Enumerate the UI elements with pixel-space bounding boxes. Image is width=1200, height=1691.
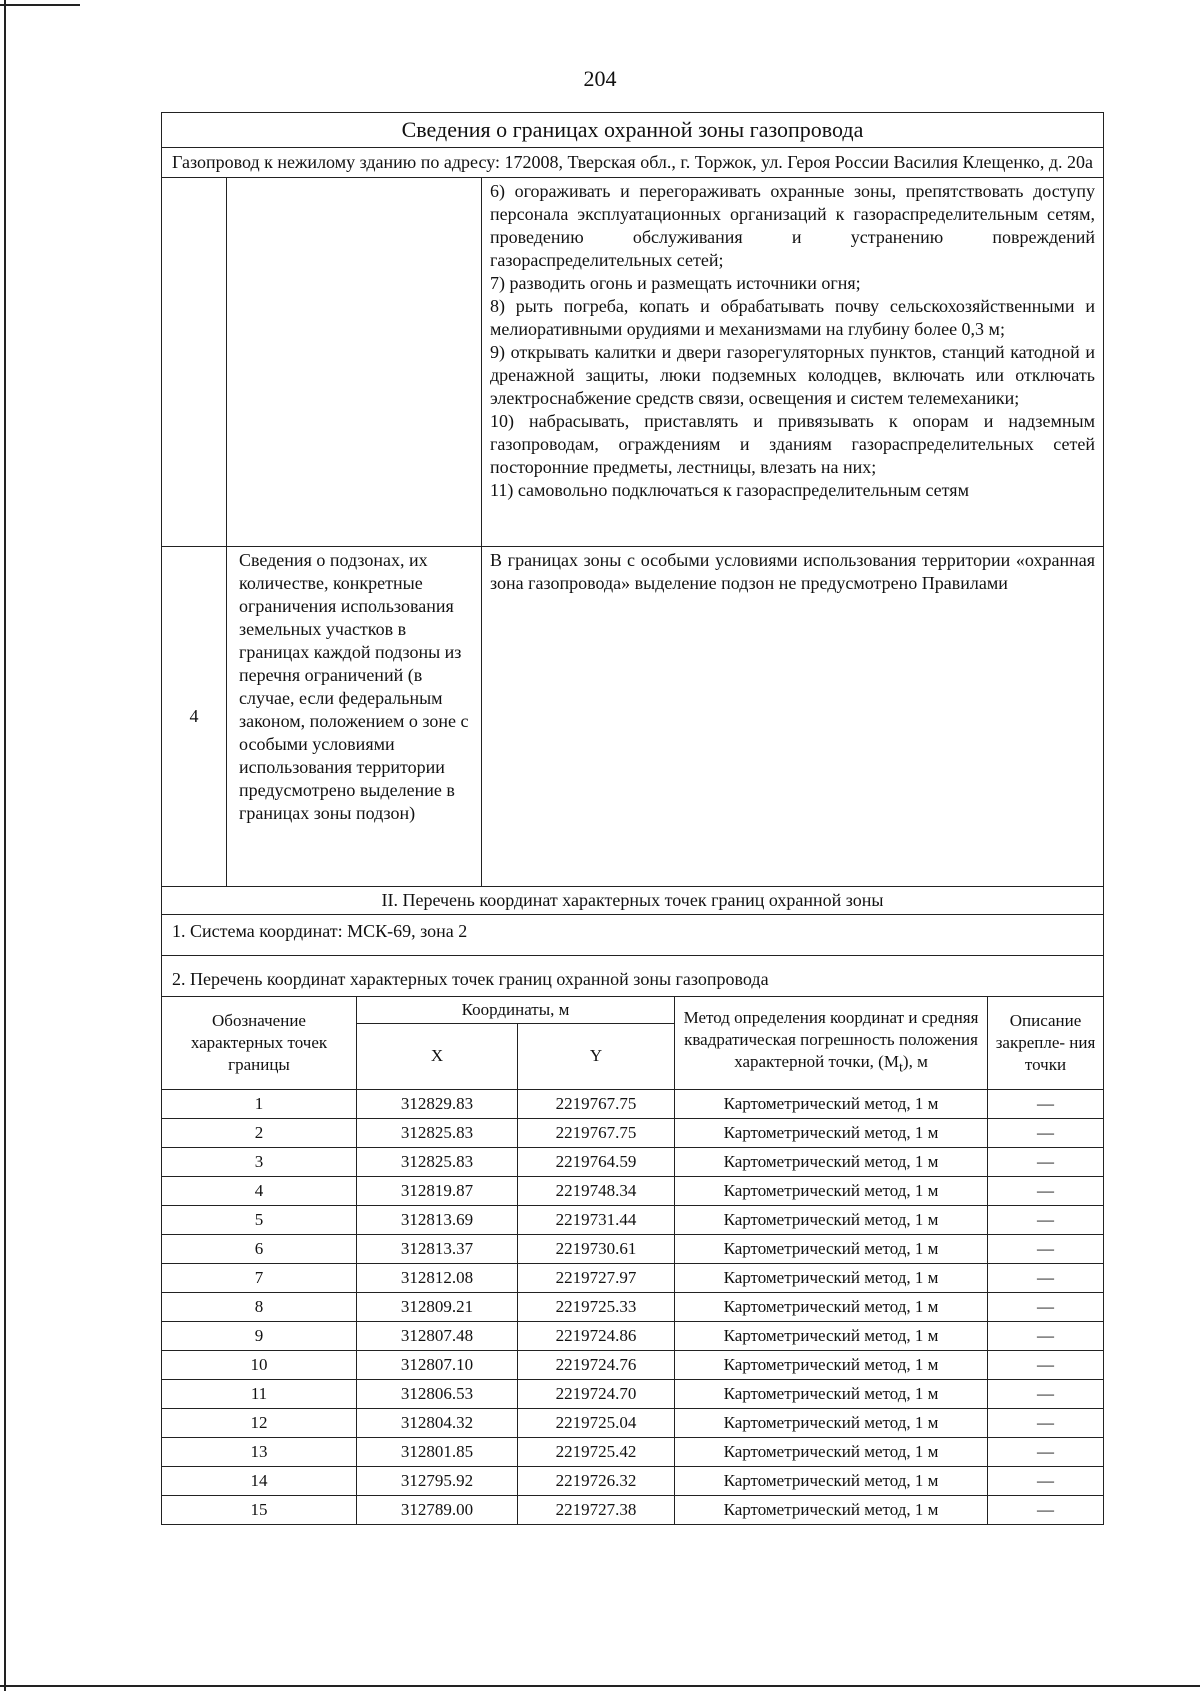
point-number: 11	[162, 1379, 357, 1408]
point-y: 2219725.42	[518, 1437, 675, 1466]
point-number: 5	[162, 1205, 357, 1234]
point-y: 2219767.75	[518, 1089, 675, 1118]
point-y: 2219767.75	[518, 1118, 675, 1147]
point-description: —	[988, 1089, 1104, 1118]
header-description: Описание закрепле- ния точки	[988, 996, 1104, 1089]
point-y: 2219748.34	[518, 1176, 675, 1205]
restriction-item: 10) набрасывать, приставлять и привязывать к опорам и надземным газопроводам, ограждениям и зданиям газораспределительных сетей посторонние предметы, лестницы, влезать на них;	[490, 411, 1095, 477]
point-number: 8	[162, 1292, 357, 1321]
point-number: 12	[162, 1408, 357, 1437]
point-number: 4	[162, 1176, 357, 1205]
point-y: 2219725.33	[518, 1292, 675, 1321]
point-number: 2	[162, 1118, 357, 1147]
scan-border-top	[0, 4, 80, 6]
point-description: —	[988, 1437, 1104, 1466]
point-method: Картометрический метод, 1 м	[675, 1118, 988, 1147]
scan-border-bottom	[0, 1685, 1200, 1687]
coordinates-table	[161, 996, 1104, 1525]
empty-label-cell	[227, 178, 482, 547]
table-row	[162, 1350, 1104, 1379]
header-method-subscript: t	[898, 1059, 903, 1076]
point-y: 2219764.59	[518, 1147, 675, 1176]
point-x: 312801.85	[357, 1437, 518, 1466]
point-method: Картометрический метод, 1 м	[675, 1466, 988, 1495]
subzone-label: Сведения о подзонах, их количестве, конкретные ограничения использования земельных участков в границах каждой подзоны из перечня ограничений (в случае, если федеральным законом, положением о зоне с особыми условиями использования территории предусмотрено выделение в границах зоны подзон)	[227, 547, 482, 887]
restriction-item: 11) самовольно подключаться к газораспределительным сетям	[490, 480, 969, 500]
table-row	[162, 1263, 1104, 1292]
scan-border-left	[4, 0, 6, 1691]
coordinates-body	[162, 1089, 1104, 1524]
point-x: 312795.92	[357, 1466, 518, 1495]
point-method: Картометрический метод, 1 м	[675, 1089, 988, 1118]
point-description: —	[988, 1205, 1104, 1234]
table-row	[162, 1118, 1104, 1147]
row-number: 4	[162, 547, 227, 887]
table-row	[162, 1176, 1104, 1205]
point-description: —	[988, 1234, 1104, 1263]
point-description: —	[988, 1408, 1104, 1437]
restriction-item: 9) открывать калитки и двери газорегуляторных пунктов, станций катодной и дренажной защиты, люки подземных колодцев, включать или отключать электроснабжение средств связи, освещения и систем телемеханики;	[490, 342, 1095, 408]
point-description: —	[988, 1466, 1104, 1495]
point-method: Картометрический метод, 1 м	[675, 1437, 988, 1466]
point-number: 13	[162, 1437, 357, 1466]
point-number: 3	[162, 1147, 357, 1176]
point-number: 7	[162, 1263, 357, 1292]
table-row	[162, 1321, 1104, 1350]
header-y: Y	[518, 1023, 675, 1089]
point-y: 2219727.38	[518, 1495, 675, 1524]
point-x: 312829.83	[357, 1089, 518, 1118]
object-address: Газопровод к нежилому зданию по адресу: 172008, Тверская обл., г. Торжок, ул. Героя России Василия Клещенко, д. 20а	[162, 148, 1104, 178]
point-y: 2219724.86	[518, 1321, 675, 1350]
point-method: Картометрический метод, 1 м	[675, 1205, 988, 1234]
table-row	[162, 1147, 1104, 1176]
header-method-text: Метод определения координат и средняя квадратическая погрешность положения характерной точки, (M	[683, 1007, 979, 1071]
point-x: 312825.83	[357, 1118, 518, 1147]
document-body	[161, 112, 1104, 1525]
header-designation: Обозначение характерных точек границы	[162, 996, 357, 1089]
table-row	[162, 1234, 1104, 1263]
point-method: Картометрический метод, 1 м	[675, 1292, 988, 1321]
point-x: 312804.32	[357, 1408, 518, 1437]
point-y: 2219724.70	[518, 1379, 675, 1408]
point-x: 312819.87	[357, 1176, 518, 1205]
point-number: 6	[162, 1234, 357, 1263]
table-row	[162, 1437, 1104, 1466]
point-x: 312812.08	[357, 1263, 518, 1292]
restriction-item: 8) рыть погреба, копать и обрабатывать почву сельскохозяйственными и мелиоративными орудиями и механизмами на глубину более 0,3 м;	[490, 296, 1095, 339]
header-coordinates: Координаты, м	[357, 996, 675, 1023]
point-description: —	[988, 1350, 1104, 1379]
point-method: Картометрический метод, 1 м	[675, 1234, 988, 1263]
table-row	[162, 1205, 1104, 1234]
point-number: 9	[162, 1321, 357, 1350]
points-list-title: 2. Перечень координат характерных точек границ охранной зоны газопровода	[162, 956, 1104, 997]
point-number: 14	[162, 1466, 357, 1495]
point-x: 312813.69	[357, 1205, 518, 1234]
point-description: —	[988, 1176, 1104, 1205]
table-row	[162, 1379, 1104, 1408]
point-method: Картометрический метод, 1 м	[675, 1495, 988, 1524]
zone-info-table	[161, 112, 1104, 997]
point-description: —	[988, 1147, 1104, 1176]
restrictions-list	[482, 178, 1104, 547]
point-description: —	[988, 1321, 1104, 1350]
section-2-title: II. Перечень координат характерных точек границ охранной зоны	[162, 887, 1104, 915]
document-title: Сведения о границах охранной зоны газопровода	[162, 113, 1104, 148]
point-method: Картометрический метод, 1 м	[675, 1147, 988, 1176]
point-number: 1	[162, 1089, 357, 1118]
page-number: 204	[583, 66, 617, 91]
table-row	[162, 1292, 1104, 1321]
point-method: Картометрический метод, 1 м	[675, 1350, 988, 1379]
empty-number-cell	[162, 178, 227, 547]
subzone-value: В границах зоны с особыми условиями использования территории «охранная зона газопровода» выделение подзон не предусмотрено Правилами	[482, 547, 1104, 887]
point-y: 2219730.61	[518, 1234, 675, 1263]
point-y: 2219725.04	[518, 1408, 675, 1437]
point-number: 10	[162, 1350, 357, 1379]
point-method: Картометрический метод, 1 м	[675, 1408, 988, 1437]
point-description: —	[988, 1263, 1104, 1292]
point-y: 2219724.76	[518, 1350, 675, 1379]
point-y: 2219731.44	[518, 1205, 675, 1234]
table-row	[162, 1466, 1104, 1495]
point-method: Картометрический метод, 1 м	[675, 1176, 988, 1205]
point-description: —	[988, 1292, 1104, 1321]
point-x: 312806.53	[357, 1379, 518, 1408]
header-method-unit: ), м	[902, 1051, 928, 1071]
header-method	[675, 996, 988, 1089]
point-description: —	[988, 1379, 1104, 1408]
table-row	[162, 1495, 1104, 1524]
point-method: Картометрический метод, 1 м	[675, 1263, 988, 1292]
coordinate-system: 1. Система координат: МСК-69, зона 2	[162, 915, 1104, 956]
point-x: 312789.00	[357, 1495, 518, 1524]
point-description: —	[988, 1118, 1104, 1147]
point-number: 15	[162, 1495, 357, 1524]
restriction-item: 7) разводить огонь и размещать источники огня;	[490, 273, 861, 293]
point-y: 2219726.32	[518, 1466, 675, 1495]
restriction-item: 6) огораживать и перегораживать охранные зоны, препятствовать доступу персонала эксплуатационных организаций к газораспределительным сетям, проведению обслуживания и устранению повреждений газораспределительных сетей;	[490, 181, 1095, 270]
point-x: 312813.37	[357, 1234, 518, 1263]
point-method: Картометрический метод, 1 м	[675, 1379, 988, 1408]
table-row	[162, 1408, 1104, 1437]
point-x: 312807.48	[357, 1321, 518, 1350]
header-x: X	[357, 1023, 518, 1089]
point-method: Картометрический метод, 1 м	[675, 1321, 988, 1350]
point-description: —	[988, 1495, 1104, 1524]
point-x: 312807.10	[357, 1350, 518, 1379]
point-x: 312825.83	[357, 1147, 518, 1176]
point-y: 2219727.97	[518, 1263, 675, 1292]
table-row	[162, 1089, 1104, 1118]
point-x: 312809.21	[357, 1292, 518, 1321]
